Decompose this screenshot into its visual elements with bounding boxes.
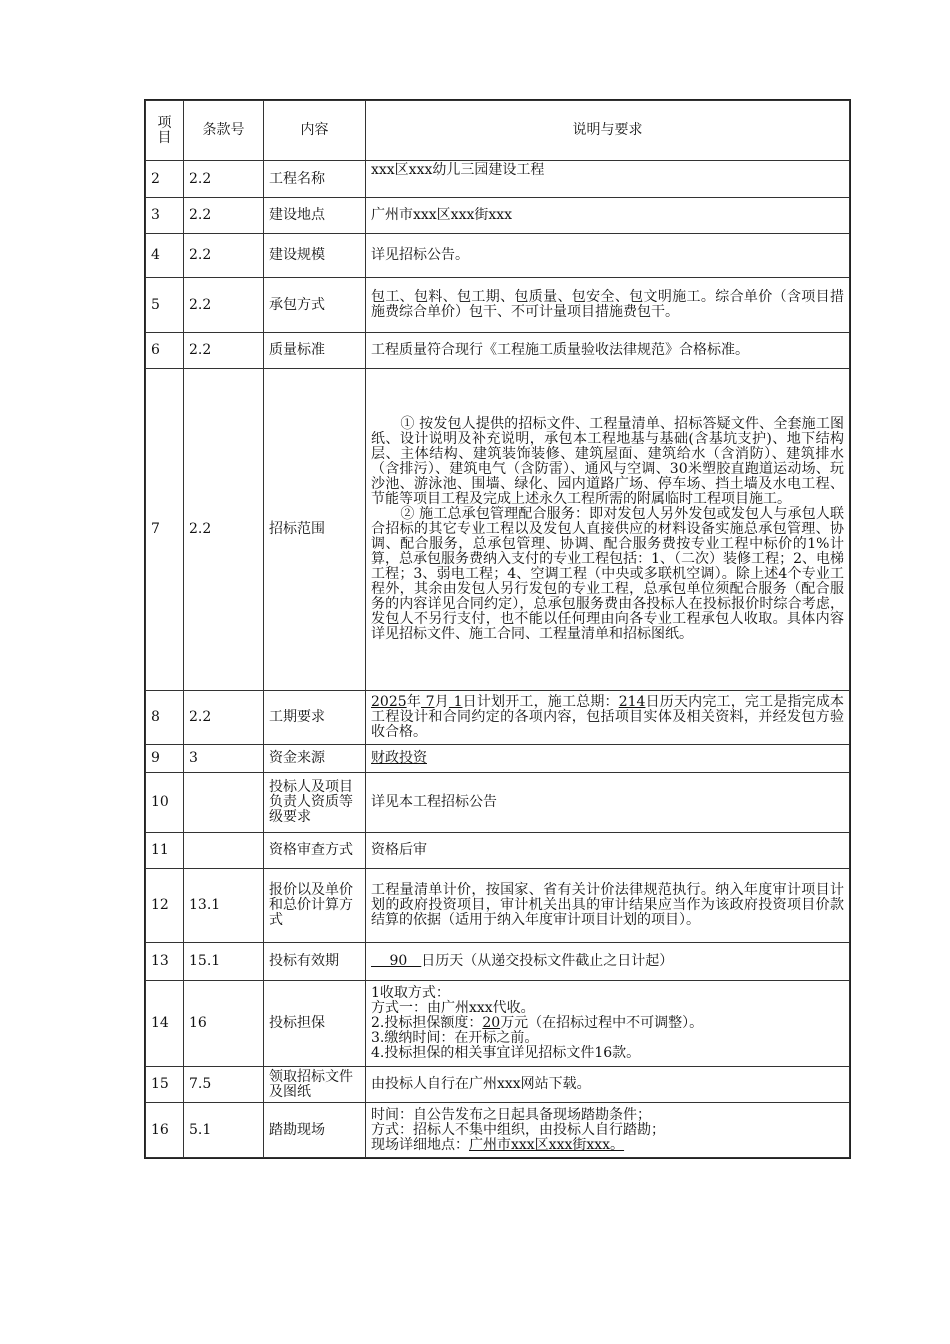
content-label: 建设规模 xyxy=(264,234,366,278)
table-row xyxy=(146,833,850,869)
clause-no: 2.2 xyxy=(184,278,264,333)
content-label: 领取招标文件及图纸 xyxy=(264,1067,366,1103)
clause-no: 5.1 xyxy=(184,1103,264,1158)
table-row xyxy=(146,278,850,333)
item-no: 6 xyxy=(146,333,184,369)
description: 90 日历天（从递交投标文件截止之日计起） xyxy=(366,943,850,981)
content-label: 投标担保 xyxy=(264,981,366,1067)
bid-data-table xyxy=(145,100,850,1158)
description: 工程量清单计价，按国家、省有关计价法律规范执行。纳入年度审计项目计划的政府投资项目，审计机关出具的审计结果应当作为该政府投资项目价款结算的依据（适用于纳入年度审计项目计划的项目）。 xyxy=(366,869,850,943)
description: 时间：自公告发布之日起具备现场踏勘条件； 方式：招标人不集中组织，由投标人自行踏勘； 现场详细地点：广州市xxx区xxx街xxx。 xyxy=(366,1103,850,1158)
content-label: 资金来源 xyxy=(264,745,366,773)
table-row xyxy=(146,369,850,691)
content-label: 建设地点 xyxy=(264,198,366,234)
content-label: 工程名称 xyxy=(264,161,366,198)
item-no: 2 xyxy=(146,161,184,198)
description: 由投标人自行在广州xxx网站下载。 xyxy=(366,1067,850,1103)
item-no: 16 xyxy=(146,1103,184,1158)
table-row xyxy=(146,981,850,1067)
description: 详见本工程招标公告 xyxy=(366,773,850,833)
description: 包工、包料、包工期、包质量、包安全、包文明施工。综合单价（含项目措施费综合单价）包干、不可计量项目措施费包干。 xyxy=(366,278,850,333)
table-row xyxy=(146,691,850,745)
clause-no: 13.1 xyxy=(184,869,264,943)
description: 广州市xxx区xxx街xxx xyxy=(366,198,850,234)
total-days: 214 xyxy=(618,694,646,710)
item-no: 9 xyxy=(146,745,184,773)
clause-no: 16 xyxy=(184,981,264,1067)
item-no: 12 xyxy=(146,869,184,943)
clause-no xyxy=(184,833,264,869)
description: 资格后审 xyxy=(366,833,850,869)
content-label: 承包方式 xyxy=(264,278,366,333)
description: 2025年 7月 1日计划开工，施工总期：214日历天内完工，完工是指完成本工程设计和合同约定的各项内容，包括项目实体及相关资料，并经发包方验收合格。 xyxy=(366,691,850,745)
item-no: 11 xyxy=(146,833,184,869)
table-row xyxy=(146,1103,850,1158)
item-no: 3 xyxy=(146,198,184,234)
item-no: 7 xyxy=(146,369,184,691)
table-row xyxy=(146,198,850,234)
item-no: 14 xyxy=(146,981,184,1067)
content-label: 质量标准 xyxy=(264,333,366,369)
start-day: 1 xyxy=(448,694,463,710)
start-year: 2025 xyxy=(371,694,407,710)
content-label: 招标范围 xyxy=(264,369,366,691)
clause-no: 3 xyxy=(184,745,264,773)
content-label: 报价以及单价和总价计算方式 xyxy=(264,869,366,943)
table-row xyxy=(146,161,850,198)
description: xxx区xxx幼儿三园建设工程 xyxy=(366,161,850,198)
clause-no: 15.1 xyxy=(184,943,264,981)
header-clause: 条款号 xyxy=(184,101,264,161)
validity-days: 90 xyxy=(371,953,422,969)
scope-paragraph-1: ① 按发包人提供的招标文件、工程量清单、招标答疑文件、全套施工图纸、设计说明及补充说明，承包本工程地基与基础(含基坑支护)、地下结构层、主体结构、建筑装饰装修、建筑屋面、建筑给水（含消防）、建筑排水（含排污）、建筑电气（含防雷）、通风与空调、30米塑胶直跑道运动场、玩沙池、游泳池、围墙、绿化、园内道路广场、停车场、挡土墙及水电工程、节能等项目工程及完成上述永久工程所需的附属临时工程项目施工。 xyxy=(371,416,844,507)
table-row xyxy=(146,773,850,833)
clause-no: 7.5 xyxy=(184,1067,264,1103)
clause-no: 2.2 xyxy=(184,198,264,234)
site-address: 广州市xxx区xxx街xxx。 xyxy=(469,1136,625,1153)
content-label: 投标有效期 xyxy=(264,943,366,981)
header-content: 内容 xyxy=(264,101,366,161)
description: 1收取方式： 方式一：由广州xxx代收。 2.投标担保额度：20万元（在招标过程中不可调整）。 3.缴纳时间：在开标之前。 4.投标担保的相关事宜详见招标文件16款。 xyxy=(366,981,850,1067)
start-month: 7 xyxy=(421,694,435,710)
table-row xyxy=(146,745,850,773)
item-no: 5 xyxy=(146,278,184,333)
description: 详见招标公告。 xyxy=(366,234,850,278)
item-no: 15 xyxy=(146,1067,184,1103)
clause-no: 2.2 xyxy=(184,369,264,691)
description: 工程质量符合现行《工程施工质量验收法律规范》合格标准。 xyxy=(366,333,850,369)
clause-no: 2.2 xyxy=(184,161,264,198)
clause-no xyxy=(184,773,264,833)
header-item: 项目 xyxy=(146,101,184,161)
scope-paragraph-2: ② 施工总承包管理配合服务：即对发包人另外发包或发包人与承包人联合招标的其它专业工程以及发包人直接供应的材料设备实施总承包管理、协调、配合服务，总承包管理、协调、配合服务费按专业工程中标价的1%计算，总承包服务费纳入支付的专业工程包括：1、（二次）装修工程；2、电梯工程；3、弱电工程；4、空调工程（中央或多联机空调）。除上述4个专业工程外，其余由发包人另行发包的专业工程，总承包单位须配合服务（配合服务的内容详见合同约定），总承包服务费由各投标人在投标报价时综合考虑，发包人不另行支付，也不能以任何理由向各专业工程承包人收取。具体内容详见招标文件、施工合同、工程量清单和招标图纸。 xyxy=(371,506,844,642)
content-label: 工期要求 xyxy=(264,691,366,745)
item-no: 4 xyxy=(146,234,184,278)
description: 财政投资 xyxy=(366,745,850,773)
content-label: 投标人及项目负责人资质等级要求 xyxy=(264,773,366,833)
header-description: 说明与要求 xyxy=(366,101,850,161)
table-row xyxy=(146,1067,850,1103)
content-label: 资格审查方式 xyxy=(264,833,366,869)
clause-no: 2.2 xyxy=(184,691,264,745)
item-no: 8 xyxy=(146,691,184,745)
clause-no: 2.2 xyxy=(184,333,264,369)
clause-no: 2.2 xyxy=(184,234,264,278)
table-row xyxy=(146,234,850,278)
content-label: 踏勘现场 xyxy=(264,1103,366,1158)
guarantee-amount: 20 xyxy=(482,1015,501,1031)
description xyxy=(366,369,850,691)
item-no: 10 xyxy=(146,773,184,833)
item-no: 13 xyxy=(146,943,184,981)
table-header-row xyxy=(146,101,850,161)
table-row xyxy=(146,333,850,369)
table-row xyxy=(146,869,850,943)
table-row xyxy=(146,943,850,981)
